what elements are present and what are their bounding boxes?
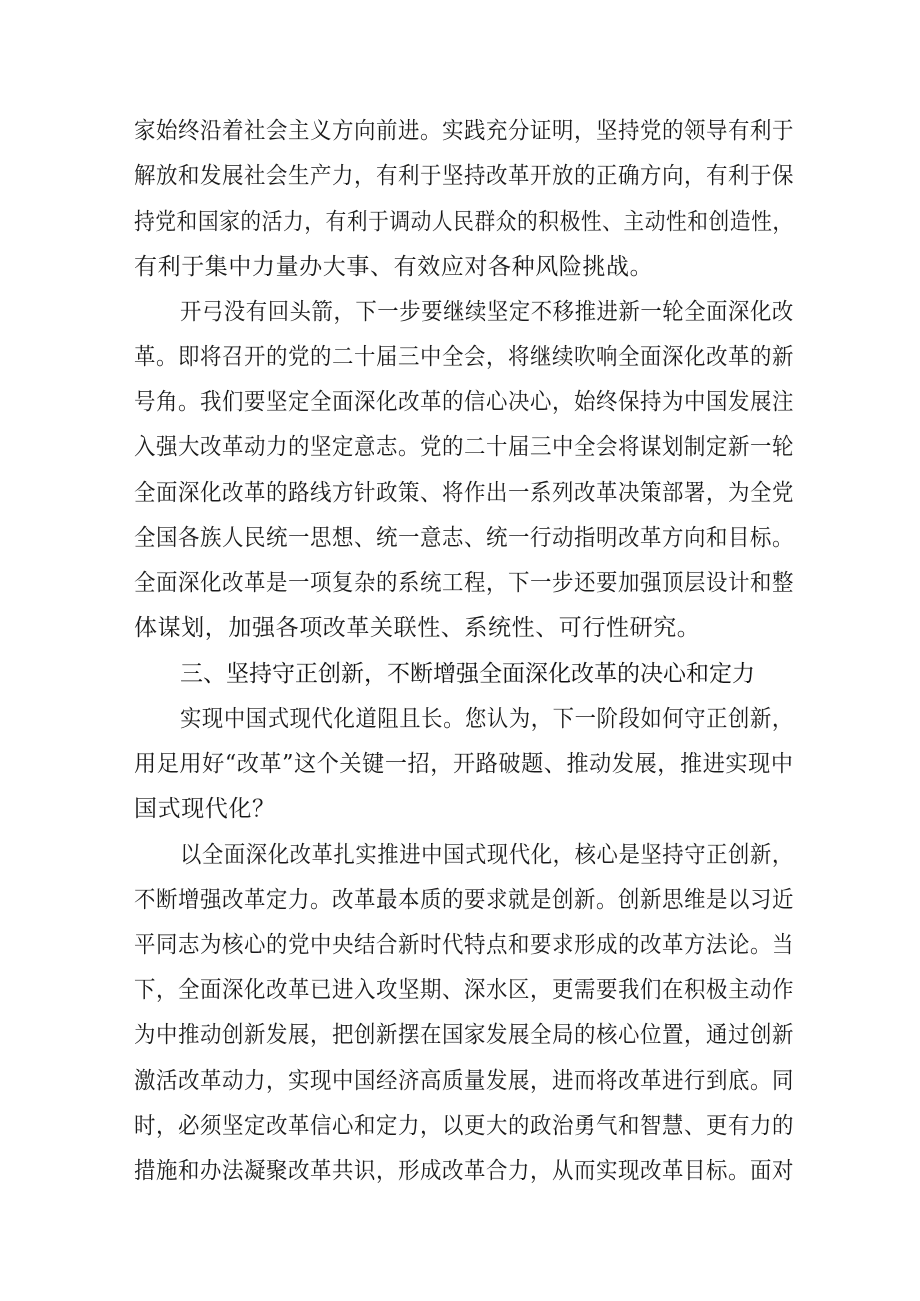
text-line: 全国各族人民统一思想、统一意志、统一行动指明改革方向和目标。	[134, 525, 794, 551]
text-line: 全面深化改革的路线方针政策、将作出一系列改革决策部署，为全党	[134, 480, 794, 506]
text-line: 激活改革动力，实现中国经济高质量发展，进而将改革进行到底。同	[134, 1068, 794, 1094]
text-line: 不断增强改革定力。改革最本质的要求就是创新。创新思维是以习近	[134, 887, 794, 913]
text-line: 时，必须坚定改革信心和定力，以更大的政治勇气和智慧、更有力的	[134, 1113, 794, 1139]
text-line: 用足用好“改革”这个关键一招，开路破题、推动发展，推进实现中	[134, 751, 794, 777]
text-line: 平同志为核心的党中央结合新时代特点和要求形成的改革方法论。当	[134, 932, 794, 958]
text-line: 体谋划，加强各项改革关联性、系统性、可行性研究。	[134, 615, 701, 641]
text-line: 家始终沿着社会主义方向前进。实践充分证明，坚持党的领导有利于	[134, 118, 794, 144]
text-line: 以全面深化改革扎实推进中国式现代化，核心是坚持守正创新，	[180, 842, 794, 868]
text-line: 实现中国式现代化道阻且长。您认为，下一阶段如何守正创新，	[180, 706, 794, 732]
section-heading: 三、坚持守正创新，不断增强全面深化改革的决心和定力	[180, 661, 755, 687]
text-line: 国式现代化？	[134, 796, 276, 822]
text-line: 措施和办法凝聚改革共识，形成改革合力，从而实现改革目标。面对	[134, 1158, 794, 1184]
text-line: 开弓没有回头箭，下一步要继续坚定不移推进新一轮全面深化改	[180, 299, 794, 325]
text-line: 有利于集中力量办大事、有效应对各种风险挑战。	[134, 254, 654, 280]
text-line: 解放和发展社会生产力，有利于坚持改革开放的正确方向，有利于保	[134, 163, 794, 189]
text-line: 革。即将召开的党的二十届三中全会，将继续吹响全面深化改革的新	[134, 344, 794, 370]
text-line: 号角。我们要坚定全面深化改革的信心决心，始终保持为中国发展注	[134, 389, 794, 415]
text-line: 全面深化改革是一项复杂的系统工程，下一步还要加强顶层设计和整	[134, 570, 794, 596]
text-line: 为中推动创新发展，把创新摆在国家发展全局的核心位置，通过创新	[134, 1022, 794, 1048]
text-line: 持党和国家的活力，有利于调动人民群众的积极性、主动性和创造性，	[134, 209, 794, 235]
text-line: 入强大改革动力的坚定意志。党的二十届三中全会将谋划制定新一轮	[134, 434, 794, 460]
text-line: 下，全面深化改革已进入攻坚期、深水区，更需要我们在积极主动作	[134, 977, 794, 1003]
